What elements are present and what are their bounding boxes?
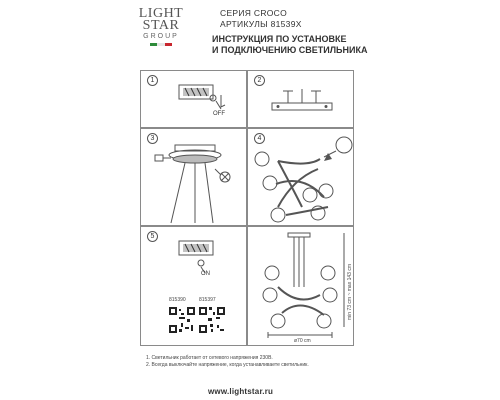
website-link[interactable]: www.lightstar.ru xyxy=(208,387,274,396)
diameter-dimension: ø70 cm xyxy=(294,338,311,344)
switch-off-label: OFF xyxy=(213,111,225,117)
step-number: 3 xyxy=(147,133,158,144)
brand-line1: LIGHT xyxy=(138,6,184,21)
step-panel-4 xyxy=(247,128,354,226)
step-panel-3 xyxy=(140,128,247,226)
series-header xyxy=(220,8,302,29)
title-line1: ИНСТРУКЦИЯ ПО УСТАНОВКЕ xyxy=(212,34,347,44)
note-2: 2. Всегда выключайте напряжение, когда устанавливаете светильник. xyxy=(146,362,309,368)
article-label-2: 815397 xyxy=(199,297,216,303)
step-number: 5 xyxy=(147,231,158,242)
mounting-plate-illustration xyxy=(248,71,355,129)
qr-code-815397 xyxy=(199,307,225,333)
step-panel-1 xyxy=(140,70,247,128)
chandelier-dimensions-illustration xyxy=(248,227,355,347)
height-dimension: min 73 cm ~ max 143 cm xyxy=(347,264,353,320)
canopy-wiring-illustration xyxy=(141,129,248,227)
article-number: АРТИКУЛЫ 81539X xyxy=(220,18,302,29)
step-panel-5 xyxy=(140,226,247,346)
article-label-1: 815390 xyxy=(169,297,186,303)
switch-off-illustration xyxy=(141,71,248,129)
series-name: СЕРИЯ CROCO xyxy=(220,8,288,18)
page-title xyxy=(212,34,368,56)
title-line2: И ПОДКЛЮЧЕНИЮ СВЕТИЛЬНИКА xyxy=(212,45,368,55)
step-number: 2 xyxy=(254,75,265,86)
safety-notes xyxy=(146,355,309,369)
step-number: 1 xyxy=(147,75,158,86)
switch-on-illustration xyxy=(141,227,248,287)
brand-logo xyxy=(138,8,184,46)
brand-line2: STAR xyxy=(142,18,180,33)
step-number: 4 xyxy=(254,133,265,144)
switch-on-label: ON xyxy=(201,271,210,277)
chandelier-assembly-illustration xyxy=(248,129,355,227)
qr-code-815390 xyxy=(169,307,195,333)
flag-icon xyxy=(150,43,172,46)
dimensions-panel xyxy=(247,226,354,346)
brand-line3: GROUP xyxy=(143,33,179,40)
note-1: 1. Светильник работает от сетевого напряжения 230В. xyxy=(146,355,273,361)
step-panel-2 xyxy=(247,70,354,128)
